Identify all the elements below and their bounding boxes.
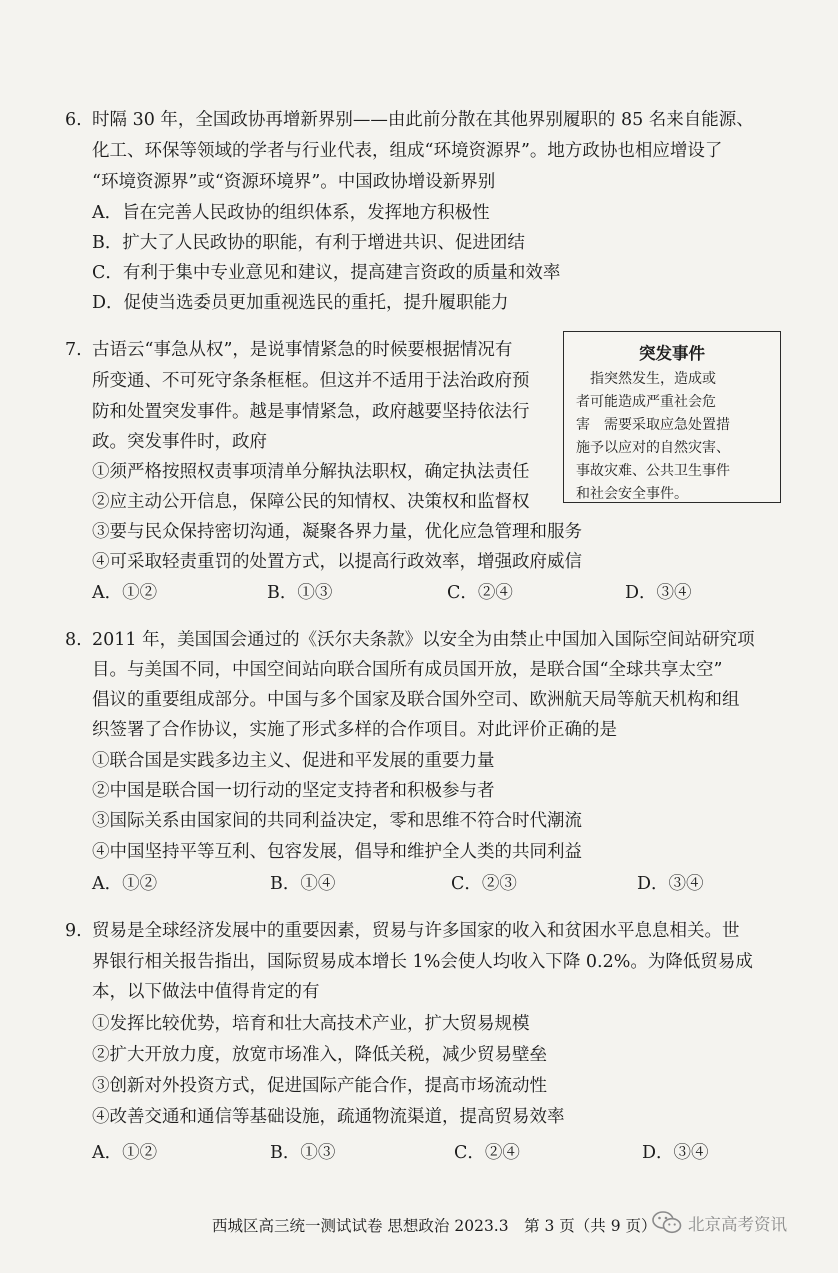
- statement-item: ①须严格按照权责事项清单分解执法职权，确定执法责任: [92, 462, 530, 482]
- definition-line: 事故灾难、公共卫生事件: [576, 463, 730, 479]
- answer-option-a: A．①②: [92, 874, 158, 894]
- question-stem-line: 政。突发事件时，政府: [92, 432, 267, 452]
- question-stem-line: 贸易是全球经济发展中的重要因素，贸易与许多国家的收入和贫困水平息息相关。世: [92, 921, 740, 941]
- question-stem-line: 目。与美国不同，中国空间站向联合国所有成员国开放，是联合国“全球共享太空”: [92, 660, 723, 680]
- statement-item: ①联合国是实践多边主义、促进和平发展的重要力量: [92, 751, 495, 771]
- definition-line: 指突然发生，造成或: [576, 371, 716, 387]
- statement-item: ②应主动公开信息，保障公民的知情权、决策权和监督权: [92, 492, 530, 512]
- statement-item: ③国际关系由国家间的共同利益决定，零和思维不符合时代潮流: [92, 811, 582, 831]
- answer-option: D．促使当选委员更加重视选民的重托，提升履职能力: [92, 293, 509, 313]
- statement-item: ③创新对外投资方式，促进国际产能合作，提高市场流动性: [92, 1076, 547, 1096]
- answer-option: C．有利于集中专业意见和建议，提高建言资政的质量和效率: [92, 263, 561, 283]
- answer-option-a: A．①②: [92, 1143, 158, 1163]
- statement-item: ④改善交通和通信等基础设施，疏通物流渠道，提高贸易效率: [92, 1107, 565, 1127]
- answer-option-b: B．①④: [270, 874, 336, 894]
- definition-title: 突发事件: [639, 344, 705, 363]
- statement-item: ②中国是联合国一切行动的坚定支持者和积极参与者: [92, 781, 495, 801]
- answer-option-b: B．①③: [267, 583, 333, 603]
- question-stem-line: 织签署了合作协议，实施了形式多样的合作项目。对此评价正确的是: [92, 720, 617, 740]
- question-stem-line: 倡议的重要组成部分。中国与多个国家及联合国外空司、欧洲航天局等航天机构和组: [92, 690, 740, 710]
- answer-option-c: C．②④: [454, 1143, 520, 1163]
- question-stem-line: 古语云“事急从权”，是说事情紧急的时候要根据情况有: [92, 340, 513, 360]
- question-stem-line: 2011 年，美国国会通过的《沃尔夫条款》以安全为由禁止中国加入国际空间站研究项: [92, 630, 755, 650]
- watermark-text: 北京高考资讯: [688, 1215, 787, 1234]
- question-stem-line: 本，以下做法中值得肯定的有: [92, 982, 320, 1002]
- answer-option-c: C．②④: [447, 583, 513, 603]
- statement-item: ①发挥比较优势，培育和壮大高技术产业，扩大贸易规模: [92, 1014, 530, 1034]
- answer-option-a: A．①②: [92, 583, 158, 603]
- answer-option: B．扩大了人民政协的职能，有利于增进共识、促进团结: [92, 233, 525, 253]
- question-stem-line: 界银行相关报告指出，国际贸易成本增长 1%会使人均收入下降 0.2%。为降低贸易成: [92, 952, 753, 972]
- definition-box: [563, 331, 781, 503]
- question-stem-line: “环境资源界”或“资源环境界”。中国政协增设新界别: [92, 172, 496, 192]
- definition-line: 施予以应对的自然灾害、: [576, 440, 730, 456]
- statement-item: ②扩大开放力度，放宽市场准入，降低关税，减少贸易壁垒: [92, 1045, 547, 1065]
- definition-line: 害 需要采取应急处置措: [576, 417, 730, 433]
- page-footer: 西城区高三统一测试试卷 思想政治 2023.3 第 3 页（共 9 页）: [212, 1217, 657, 1235]
- question-number: 9.: [65, 921, 82, 941]
- answer-option-b: B．①③: [270, 1143, 336, 1163]
- answer-option-d: D．③④: [642, 1143, 709, 1163]
- watermark: [652, 1206, 787, 1240]
- question-number: 8.: [65, 630, 82, 650]
- question-stem-line: 化工、环保等领域的学者与行业代表，组成“环境资源界”。地方政协也相应增设了: [92, 141, 723, 161]
- question-stem-line: 时隔 30 年，全国政协再增新界别——由此前分散在其他界别履职的 85 名来自能源、: [92, 110, 754, 130]
- answer-option-d: D．③④: [637, 874, 704, 894]
- definition-line: 和社会安全事件。: [576, 486, 688, 502]
- answer-option-c: C．②③: [451, 874, 517, 894]
- statement-item: ④可采取轻责重罚的处置方式，以提高行政效率，增强政府威信: [92, 552, 582, 572]
- wechat-icon: [652, 1210, 682, 1236]
- definition-line: 者可能造成严重社会危: [576, 394, 716, 410]
- answer-option-d: D．③④: [625, 583, 692, 603]
- question-stem-line: 所变通、不可死守条条框框。但这并不适用于法治政府预: [92, 371, 530, 391]
- question-number: 7.: [65, 340, 82, 360]
- question-number: 6.: [65, 110, 82, 130]
- question-stem-line: 防和处置突发事件。越是事情紧急，政府越要坚持依法行: [92, 402, 530, 422]
- statement-item: ④中国坚持平等互利、包容发展，倡导和维护全人类的共同利益: [92, 842, 582, 862]
- answer-option: A．旨在完善人民政协的组织体系，发挥地方积极性: [92, 203, 490, 223]
- statement-item: ③要与民众保持密切沟通，凝聚各界力量，优化应急管理和服务: [92, 522, 582, 542]
